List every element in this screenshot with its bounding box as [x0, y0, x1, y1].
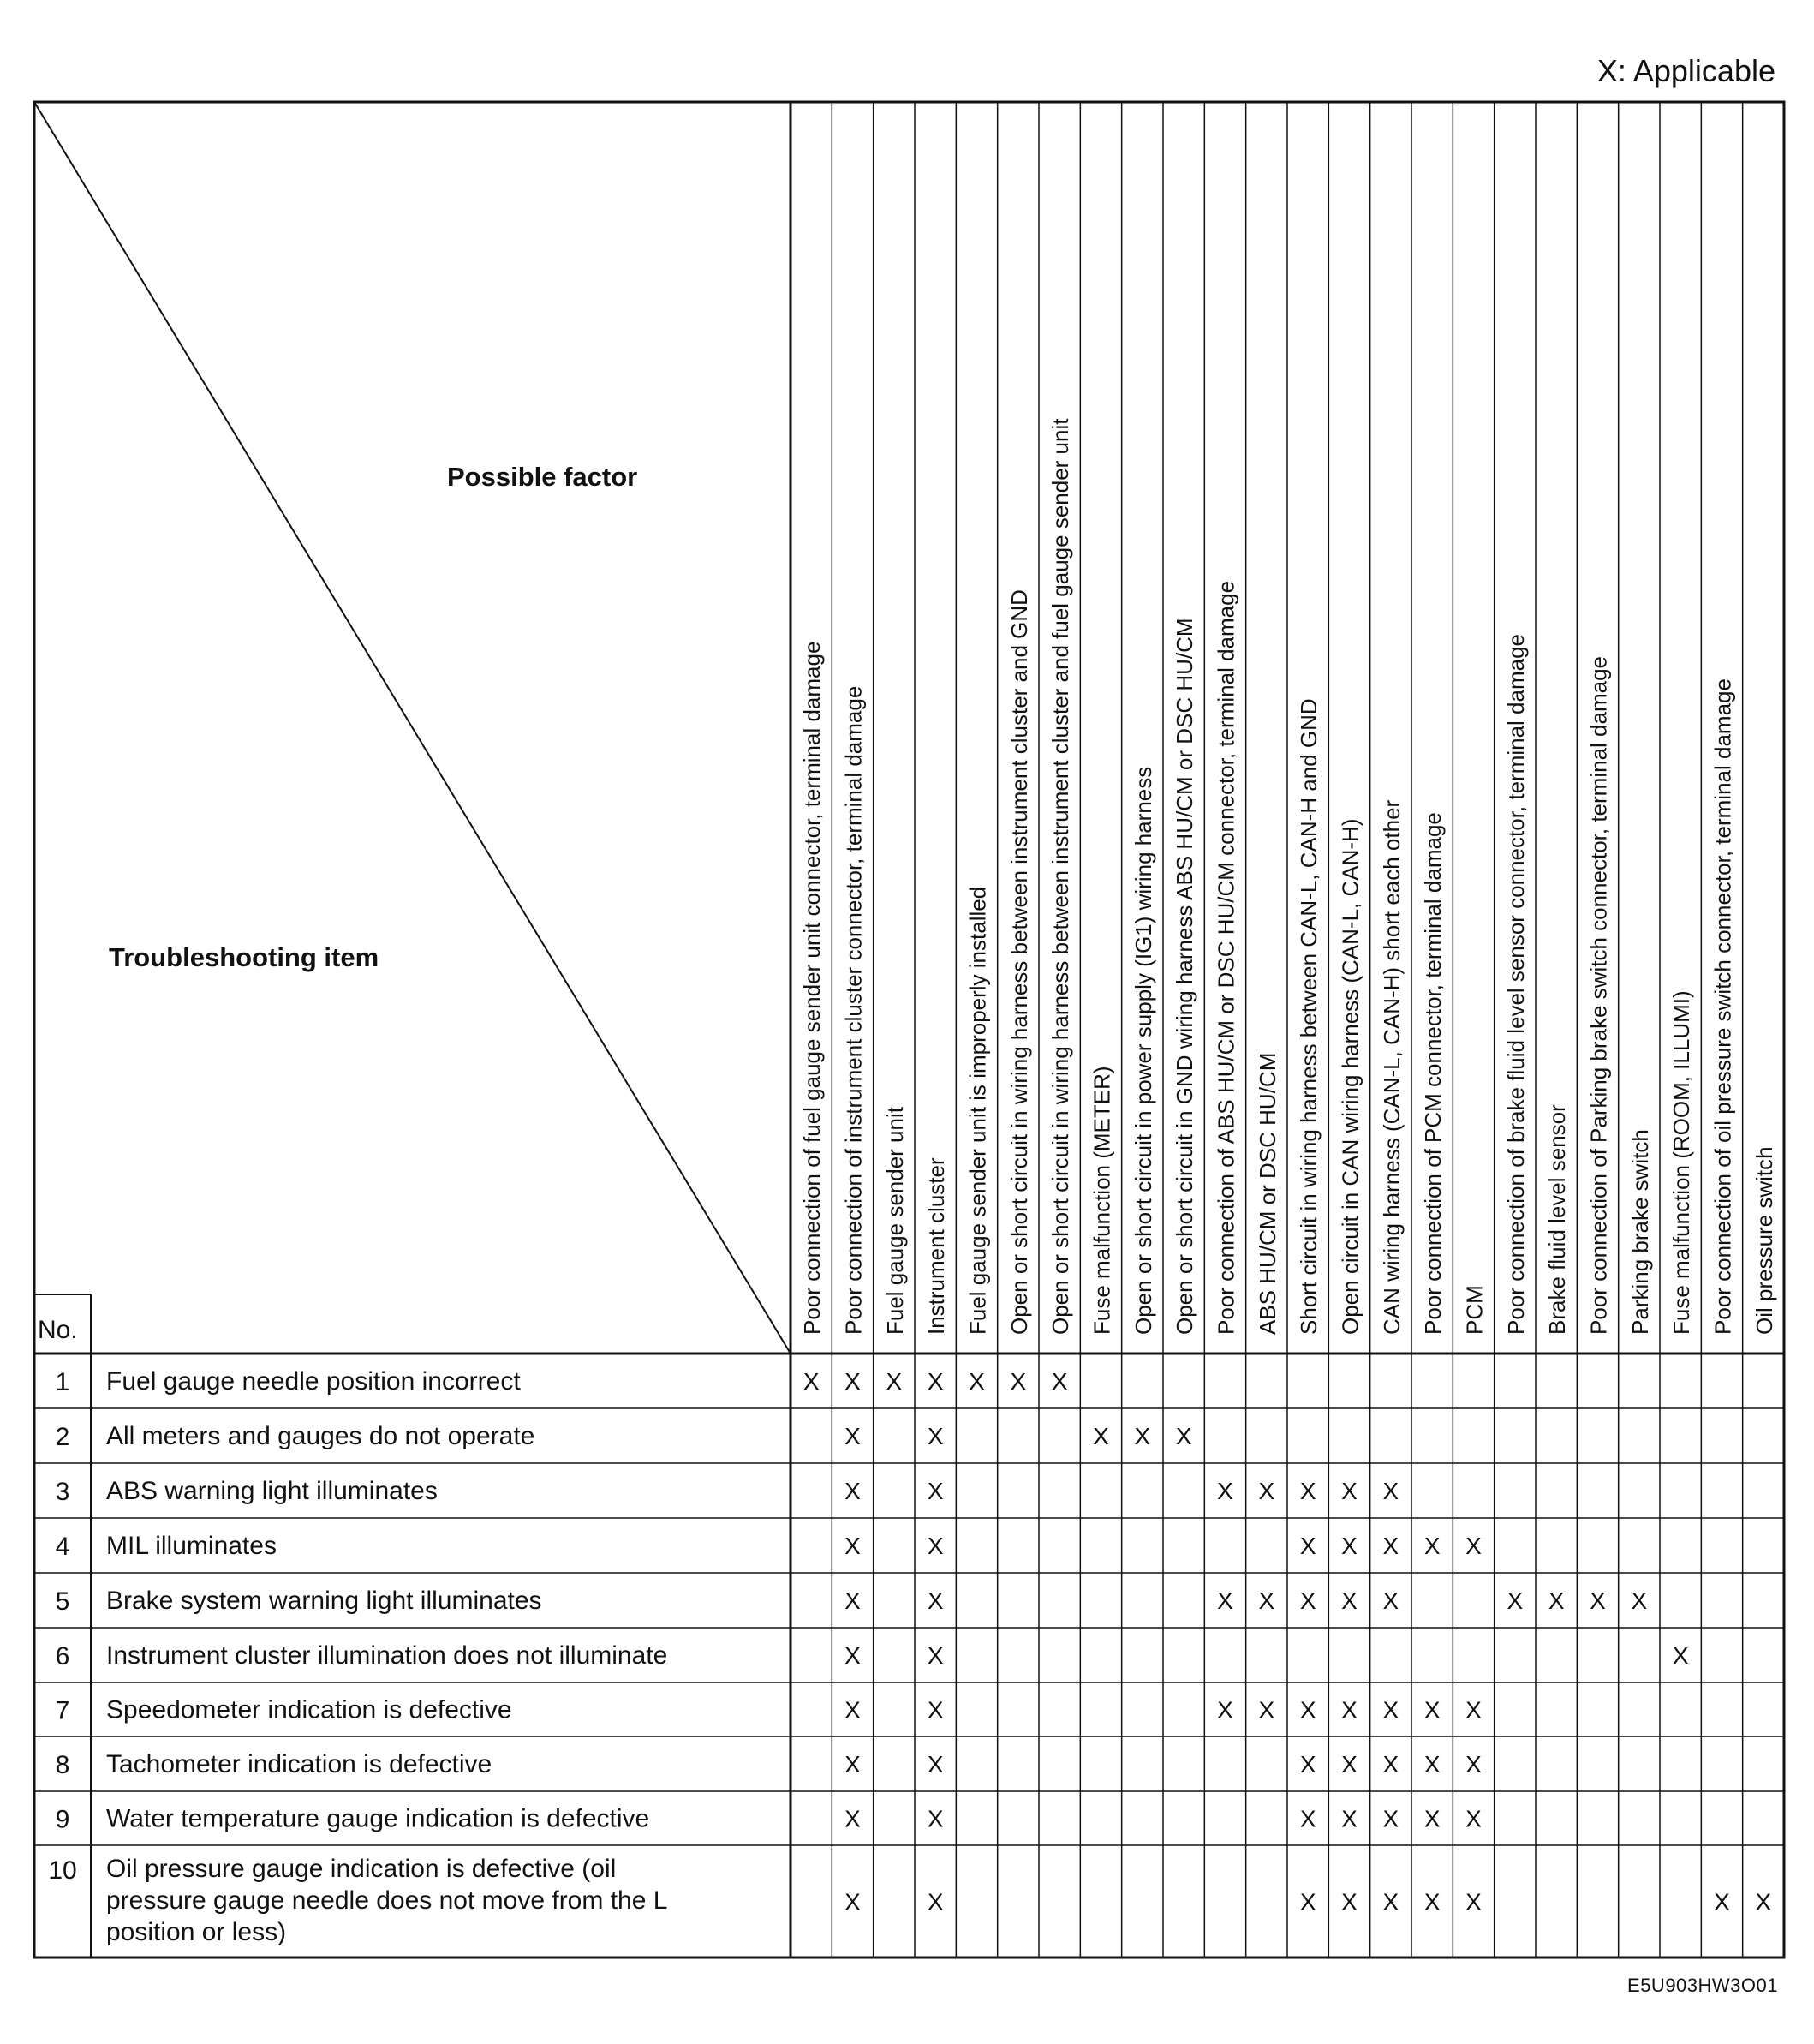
document-id: E5U903HW3O01 [1627, 1975, 1778, 1996]
applicable-mark: X [1382, 1888, 1399, 1916]
factor-header-row [799, 418, 1777, 1335]
applicable-mark: X [1465, 1533, 1482, 1559]
applicable-mark: X [1465, 1751, 1482, 1778]
applicable-mark: X [927, 1587, 944, 1614]
applicable-mark: X [969, 1368, 985, 1395]
applicable-mark: X [844, 1642, 861, 1669]
factor-label: Short circuit in wiring harness between CAN-L, CAN-H and GND [1296, 698, 1322, 1335]
applicable-mark: X [844, 1805, 861, 1832]
factor-label: Instrument cluster [923, 1157, 950, 1335]
applicable-mark: X [1299, 1478, 1316, 1504]
troubleshooting-item-label: Troubleshooting item [109, 942, 379, 972]
factor-label: Fuel gauge sender unit is improperly installed [964, 886, 991, 1335]
applicable-mark: X [1714, 1888, 1730, 1916]
row-number: 9 [55, 1805, 70, 1834]
applicable-mark: X [1507, 1587, 1524, 1614]
applicable-mark: X [1341, 1888, 1358, 1916]
applicable-mark: X [927, 1423, 944, 1449]
applicable-mark: X [1382, 1587, 1399, 1614]
applicable-mark: X [1465, 1888, 1482, 1916]
troubleshooting-item-text: Instrument cluster illumination does not illuminate [106, 1641, 668, 1670]
legend-text: X: Applicable [1596, 53, 1775, 88]
applicable-mark: X [927, 1368, 944, 1395]
factor-label: Open or short circuit in wiring harness between instrument cluster and fuel gauge sender unit [1047, 418, 1074, 1335]
applicable-mark: X [1134, 1423, 1151, 1449]
applicable-mark: X [1590, 1587, 1606, 1614]
applicable-mark: X [1299, 1751, 1316, 1778]
factor-label: Open or short circuit in power supply (IG1) wiring harness [1130, 766, 1156, 1335]
applicable-mark: X [1382, 1478, 1399, 1504]
applicable-mark: X [1341, 1478, 1358, 1504]
factor-label: Poor connection of fuel gauge sender unit connector, terminal damage [799, 641, 826, 1335]
applicable-mark: X [1382, 1533, 1399, 1559]
applicable-mark: X [1299, 1533, 1316, 1559]
applicable-mark: X [1299, 1805, 1316, 1832]
applicable-mark: X [1382, 1696, 1399, 1724]
applicable-mark: X [927, 1478, 944, 1504]
applicable-mark: X [1341, 1587, 1358, 1614]
factor-label: Poor connection of Parking brake switch connector, terminal damage [1585, 656, 1612, 1335]
applicable-mark: X [927, 1696, 944, 1724]
applicable-mark: X [1341, 1805, 1358, 1832]
applicable-mark: X [1423, 1696, 1441, 1724]
troubleshooting-item-text: Tachometer indication is defective [106, 1750, 492, 1778]
applicable-mark: X [844, 1696, 861, 1724]
row-number: 7 [55, 1696, 70, 1725]
factor-label: Poor connection of PCM connector, terminal damage [1420, 812, 1447, 1335]
applicable-mark: X [1341, 1751, 1358, 1778]
applicable-mark: X [1423, 1751, 1441, 1778]
applicable-mark: X [1217, 1696, 1233, 1724]
applicable-mark: X [927, 1888, 944, 1916]
troubleshooting-item-text: ABS warning light illuminates [106, 1477, 438, 1505]
applicable-mark: X [844, 1888, 861, 1916]
applicable-mark: X [1423, 1888, 1441, 1916]
applicable-mark: X [1465, 1696, 1482, 1724]
applicable-mark: X [1258, 1587, 1275, 1614]
row-number: 8 [55, 1751, 70, 1779]
troubleshooting-item-text: Oil pressure gauge indication is defective (oil [106, 1855, 617, 1883]
factor-label: Fuse malfunction (METER) [1089, 1066, 1115, 1335]
applicable-mark: X [1631, 1587, 1648, 1614]
item-rows [48, 1367, 667, 1946]
applicable-mark: X [1175, 1423, 1192, 1449]
row-number: 2 [55, 1423, 70, 1451]
factor-label: ABS HU/CM or DSC HU/CM [1254, 1052, 1280, 1335]
applicable-mark: X [1299, 1888, 1316, 1916]
troubleshooting-item-text: position or less) [106, 1918, 287, 1946]
factor-label: Poor connection of brake fluid level sensor connector, terminal damage [1502, 633, 1529, 1335]
applicable-mark: X [844, 1751, 861, 1778]
applicable-mark: X [927, 1642, 944, 1669]
factor-label: Open circuit in CAN wiring harness (CAN-L, CAN-H) [1337, 818, 1363, 1335]
no-column-label: No. [38, 1316, 78, 1344]
applicable-mark: X [844, 1587, 861, 1614]
applicable-mark: X [844, 1368, 861, 1395]
applicable-mark: X [1299, 1587, 1316, 1614]
applicable-mark: X [1217, 1587, 1233, 1614]
applicable-mark: X [927, 1751, 944, 1778]
applicable-mark: X [1217, 1478, 1233, 1504]
applicable-mark: X [1423, 1533, 1441, 1559]
applicable-mark: X [1051, 1368, 1068, 1395]
applicable-mark: X [1382, 1751, 1399, 1778]
factor-label: Open or short circuit in wiring harness between instrument cluster and GND [1005, 589, 1032, 1335]
applicable-mark: X [1672, 1642, 1689, 1669]
factor-label: Oil pressure switch [1751, 1146, 1777, 1335]
possible-factor-label: Possible factor [447, 462, 638, 492]
applicable-mark: X [1010, 1368, 1027, 1395]
applicable-mark: X [1258, 1478, 1275, 1504]
diagonal-divider [34, 102, 791, 1354]
factor-label: Parking brake switch [1626, 1129, 1653, 1335]
row-number: 3 [55, 1478, 70, 1506]
row-number: 6 [55, 1642, 70, 1670]
applicable-mark: X [803, 1368, 820, 1395]
applicable-mark: X [927, 1533, 944, 1559]
applicable-mark: X [1341, 1696, 1358, 1724]
applicable-mark: X [927, 1805, 944, 1832]
applicable-mark: X [1299, 1696, 1316, 1724]
troubleshooting-item-text: Water temperature gauge indication is defective [106, 1804, 650, 1833]
factor-label: Poor connection of oil pressure switch connector, terminal damage [1710, 678, 1736, 1335]
applicable-mark: X [1423, 1805, 1441, 1832]
applicable-mark: X [1258, 1696, 1275, 1724]
troubleshooting-item-text: Fuel gauge needle position incorrect [106, 1367, 521, 1396]
applicable-mark: X [1093, 1423, 1109, 1449]
row-number: 4 [55, 1533, 70, 1561]
applicable-mark: X [886, 1368, 903, 1395]
factor-label: Open or short circuit in GND wiring harness ABS HU/CM or DSC HU/CM [1172, 618, 1198, 1335]
row-number: 10 [48, 1856, 77, 1885]
troubleshooting-item-text: Brake system warning light illuminates [106, 1587, 542, 1615]
applicable-mark: X [844, 1533, 861, 1559]
applicable-mark: X [844, 1423, 861, 1449]
applicable-mark: X [1465, 1805, 1482, 1832]
troubleshooting-item-text: Speedometer indication is defective [106, 1695, 512, 1724]
factor-label: CAN wiring harness (CAN-L, CAN-H) short each other [1378, 799, 1405, 1335]
troubleshooting-item-text: MIL illuminates [106, 1532, 277, 1560]
row-number: 5 [55, 1587, 70, 1616]
applicable-mark: X [1382, 1805, 1399, 1832]
factor-label: Fuel gauge sender unit [881, 1107, 908, 1335]
troubleshooting-item-text: All meters and gauges do not operate [106, 1422, 535, 1450]
factor-label: Poor connection of ABS HU/CM or DSC HU/CM connector, terminal damage [1213, 580, 1239, 1335]
row-number: 1 [55, 1368, 70, 1396]
factor-label: Poor connection of instrument cluster connector, terminal damage [840, 685, 867, 1335]
troubleshooting-item-text: pressure gauge needle does not move from the L [106, 1886, 668, 1915]
applicable-mark: X [1548, 1587, 1565, 1614]
factor-label: Fuse malfunction (ROOM, ILLUMI) [1668, 990, 1695, 1335]
factor-label: Brake fluid level sensor [1544, 1104, 1571, 1335]
applicable-mark: X [844, 1478, 861, 1504]
factor-label: PCM [1461, 1285, 1488, 1335]
applicable-mark: X [1755, 1888, 1772, 1916]
applicable-mark: X [1341, 1533, 1358, 1559]
